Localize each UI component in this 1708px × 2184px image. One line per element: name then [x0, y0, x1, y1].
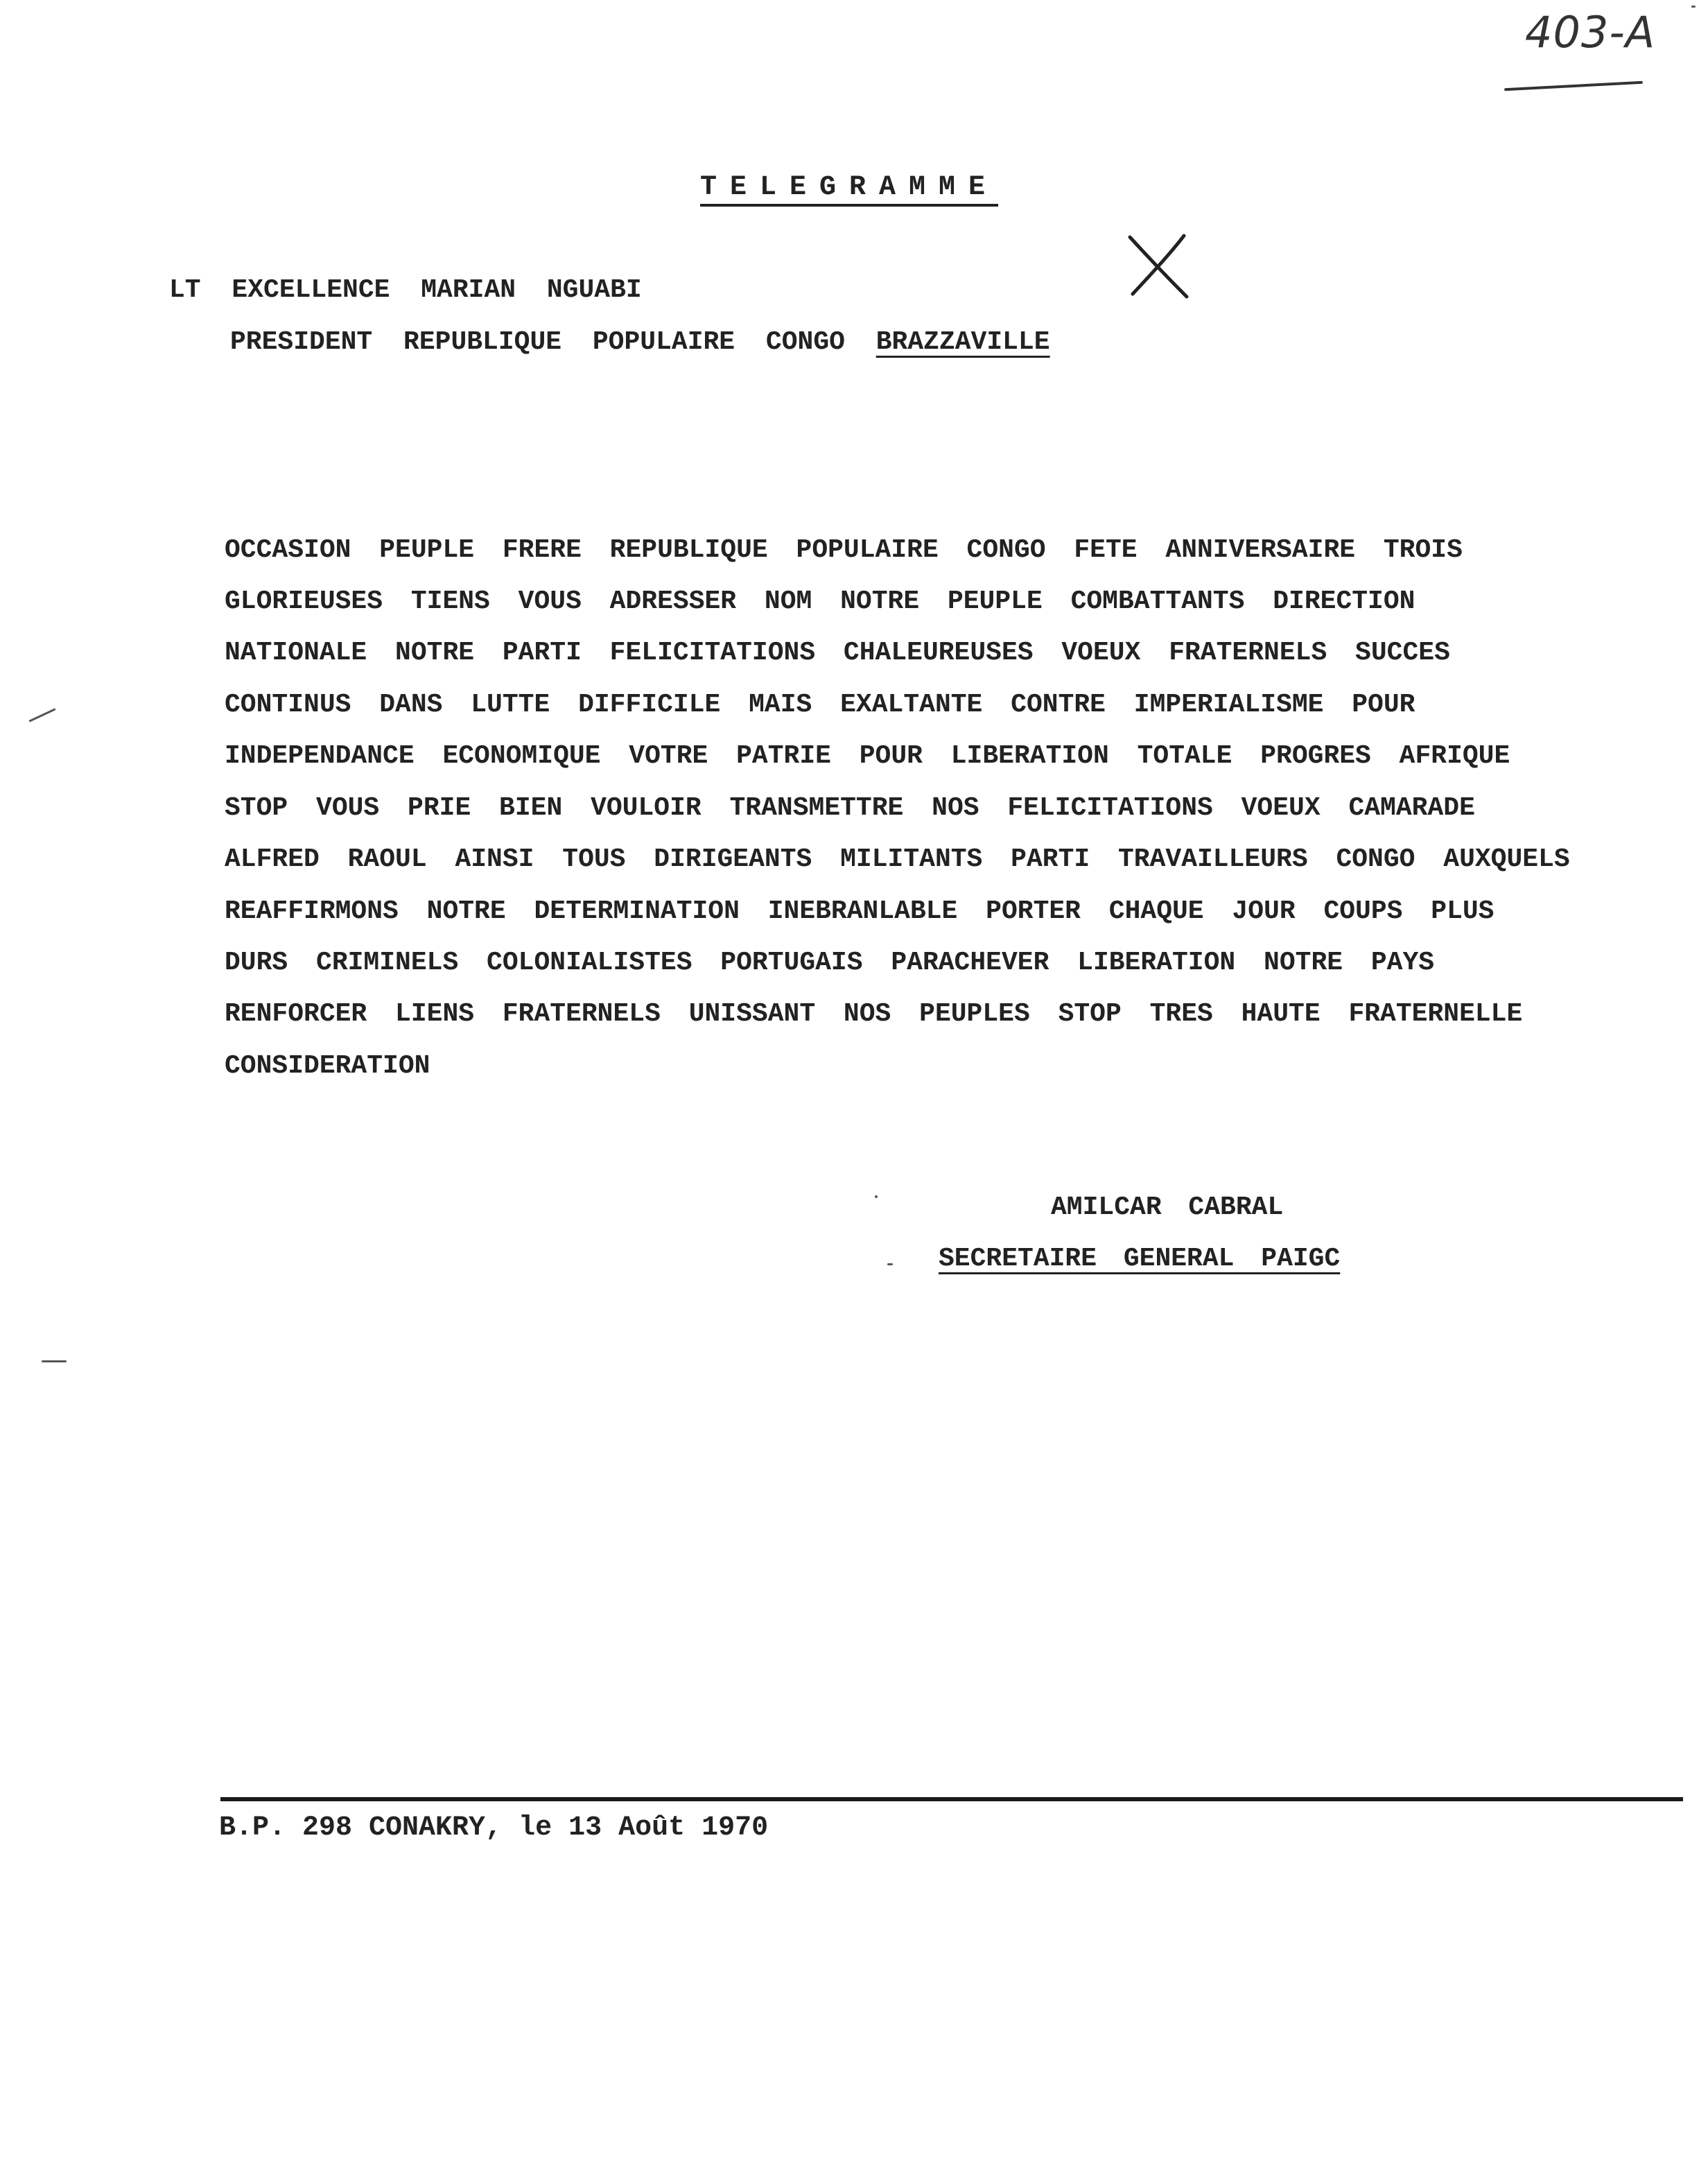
signature-title: SECRETAIRE GENERAL PAIGC — [939, 1244, 1341, 1274]
body-line: INDEPENDANCE ECONOMIQUE VOTRE PATRIE POUR LIBERATION TOTALE PROGRES AFRIQUE — [225, 741, 1510, 771]
scan-speck — [1691, 6, 1696, 8]
signature-name: AMILCAR CABRAL — [1051, 1193, 1284, 1222]
scan-speck — [28, 708, 55, 722]
footer-divider — [220, 1797, 1683, 1801]
body-line: GLORIEUSES TIENS VOUS ADRESSER NOM NOTRE PEUPLE COMBATTANTS DIRECTION — [225, 587, 1415, 616]
recipient-title-text: PRESIDENT REPUBLIQUE POPULAIRE CONGO — [230, 327, 876, 357]
body-line: OCCASION PEUPLE FRERE REPUBLIQUE POPULAIRE CONGO FETE ANNIVERSAIRE TROIS — [225, 535, 1463, 565]
scan-speck — [875, 1195, 878, 1198]
recipient-city: BRAZZAVILLE — [875, 327, 1050, 357]
body-line: CONSIDERATION — [225, 1051, 430, 1081]
document-title: TELEGRAMME — [700, 172, 999, 203]
body-line: STOP VOUS PRIE BIEN VOULOIR TRANSMETTRE NOS FELICITATIONS VOEUX CAMARADE — [225, 793, 1475, 823]
body-line: NATIONALE NOTRE PARTI FELICITATIONS CHALEUREUSES VOEUX FRATERNELS SUCCES — [225, 638, 1450, 668]
recipient-title-line — [230, 327, 1050, 357]
handwritten-x-mark — [1124, 233, 1191, 300]
body-line: RENFORCER LIENS FRATERNELS UNISSANT NOS PEUPLES STOP TRES HAUTE FRATERNELLE — [225, 999, 1523, 1029]
body-line: DURS CRIMINELS COLONIALISTES PORTUGAIS PARACHEVER LIBERATION NOTRE PAYS — [225, 948, 1435, 978]
handwritten-archive-number: 403-A — [1525, 7, 1656, 58]
body-line: REAFFIRMONS NOTRE DETERMINATION INEBRANLABLE PORTER CHAQUE JOUR COUPS PLUS — [225, 896, 1494, 926]
body-line: CONTINUS DANS LUTTE DIFFICILE MAIS EXALTANTE CONTRE IMPERIALISME POUR — [225, 690, 1415, 720]
footer-location-date: B.P. 298 CONAKRY, le 13 Août 1970 — [219, 1812, 769, 1844]
handwritten-underline-stroke — [1504, 81, 1643, 91]
body-line: ALFRED RAOUL AINSI TOUS DIRIGEANTS MILITANTS PARTI TRAVAILLEURS CONGO AUXQUELS — [225, 844, 1570, 874]
scan-speck — [887, 1263, 893, 1265]
recipient-line: LT EXCELLENCE MARIAN NGUABI — [169, 275, 642, 305]
scan-speck — [42, 1360, 67, 1362]
